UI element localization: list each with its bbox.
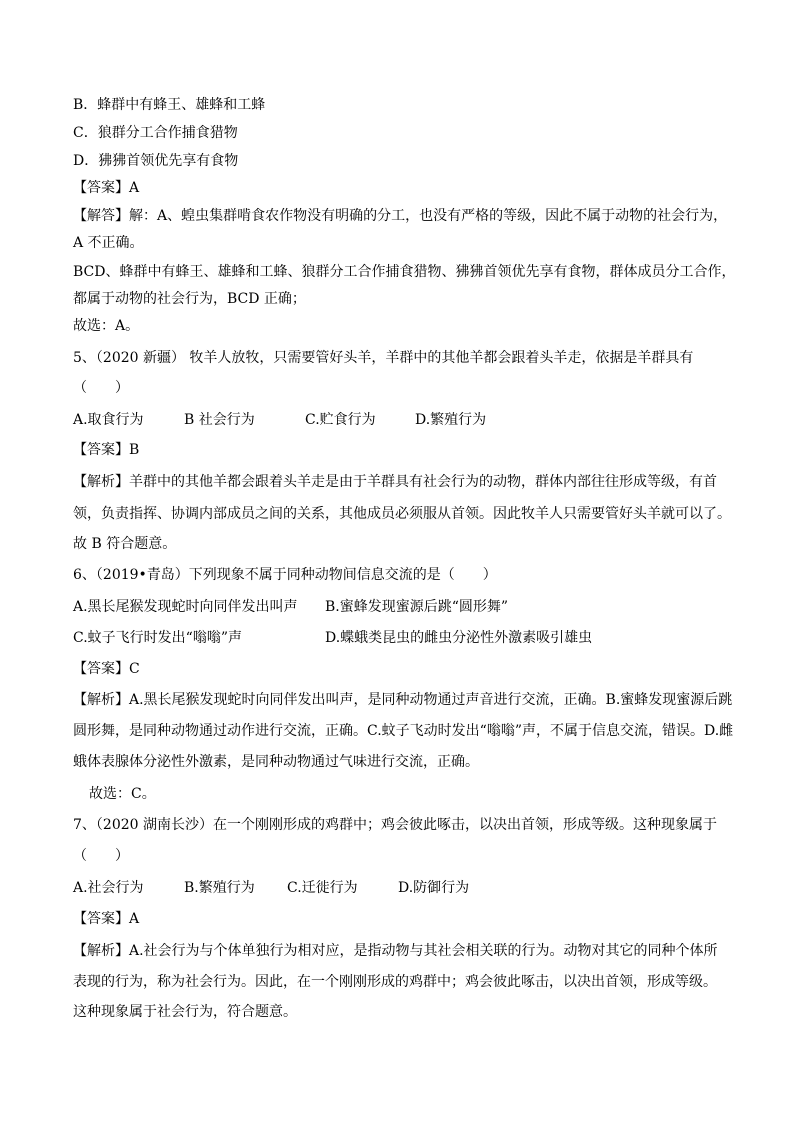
explanation-line: 圆形舞，是同种动物通过动作进行交流，正确。C.蚊子飞动时发出“嗡嗡”声，不属于信息交流，错误。D.雌 xyxy=(73,723,734,739)
question-5-option-a: A.取食行为 xyxy=(73,412,144,428)
question-7-option-a: A.社会行为 xyxy=(73,880,144,896)
conclusion-line: 故选：C。 xyxy=(89,786,156,802)
explanation-line: 【解析】A.社会行为与个体单独行为相对应，是指动物与其社会相关联的行为。动物对其它的同种个体所 xyxy=(73,943,718,959)
explanation-line: 【解答】解：A、蝗虫集群啃食农作物没有明确的分工，也没有严格的等级，因此不属于动物的社会行为， xyxy=(73,208,728,224)
question-7-option-d: D.防御行为 xyxy=(398,880,470,896)
question-5-bracket: （ ） xyxy=(73,380,129,396)
explanation-line: 这种现象属于社会行为，符合题意。 xyxy=(73,1004,297,1020)
question-5-option-b: B 社会行为 xyxy=(184,412,255,428)
question-5-stem: 5、（2020 新疆） 牧羊人放牧，只需要管好头羊，羊群中的其他羊都会跟着头羊走，依据是羊群具有 xyxy=(73,350,694,366)
option-d: D．狒狒首领优先享有食物 xyxy=(73,153,239,169)
question-7-bracket: （ ） xyxy=(73,848,129,864)
question-7-stem: 7、（2020 湖南长沙）在一个刚刚形成的鸡群中；鸡会彼此啄击，以决出首领，形成等级。这种现象属于 xyxy=(73,817,717,833)
explanation-line: 表现的行为，称为社会行为。因此，在一个刚刚形成的鸡群中；鸡会彼此啄击，以决出首领，形成等级。 xyxy=(73,974,717,990)
question-6-option-c: C.蚊子飞行时发出“嗡嗡”声 xyxy=(73,630,242,646)
conclusion-line: 故选：A。 xyxy=(73,318,140,334)
explanation-line: BCD、蜂群中有蜂王、雄蜂和工蜂、狼群分工合作捕食猎物、狒狒首领优先享有食物，群体成员分工合作， xyxy=(73,264,736,280)
option-c: C．狼群分工合作捕食猎物 xyxy=(73,125,238,141)
explanation-line: 【解析】羊群中的其他羊都会跟着头羊走是由于羊群具有社会行为的动物，群体内部往往形成等级，有首 xyxy=(73,474,717,490)
answer-label: 【答案】C xyxy=(73,661,140,677)
question-6-option-a: A.黑长尾猴发现蛇时向同伴发出叫声 xyxy=(73,599,298,615)
option-b: B．蜂群中有蜂王、雄蜂和工蜂 xyxy=(73,97,266,113)
answer-label: 【答案】A xyxy=(73,911,140,927)
question-7-option-b: B.繁殖行为 xyxy=(184,880,255,896)
explanation-line: 【解析】A.黑长尾猴发现蛇时向同伴发出叫声，是同种动物通过声音进行交流，正确。B.蜜蜂发现蜜源后跳 xyxy=(73,692,733,708)
explanation-line: 都属于动物的社会行为，BCD 正确； xyxy=(73,291,306,307)
question-5-option-d: D.繁殖行为 xyxy=(415,412,487,428)
explanation-line: 故 B 符合题意。 xyxy=(73,536,177,552)
question-6-stem: 6、（2019•青岛）下列现象不属于同种动物间信息交流的是（ ） xyxy=(73,567,497,583)
question-7-option-c: C.迁徙行为 xyxy=(287,880,358,896)
explanation-line: 蛾体表腺体分泌性外激素，是同种动物通过气味进行交流，正确。 xyxy=(73,754,479,770)
question-6-option-b: B.蜜蜂发现蜜源后跳“圆形舞” xyxy=(325,599,509,615)
question-5-option-c: C.贮食行为 xyxy=(305,412,376,428)
answer-label: 【答案】A xyxy=(73,180,140,196)
explanation-line: 领，负责指挥、协调内部成员之间的关系，其他成员必须服从首领。因此牧羊人只需要管好头羊就可以了。 xyxy=(73,506,731,522)
question-6-option-d: D.蝶蛾类昆虫的雌虫分泌性外激素吸引雄虫 xyxy=(325,630,593,646)
explanation-line: A 不正确。 xyxy=(73,235,144,251)
answer-label: 【答案】B xyxy=(73,442,140,458)
